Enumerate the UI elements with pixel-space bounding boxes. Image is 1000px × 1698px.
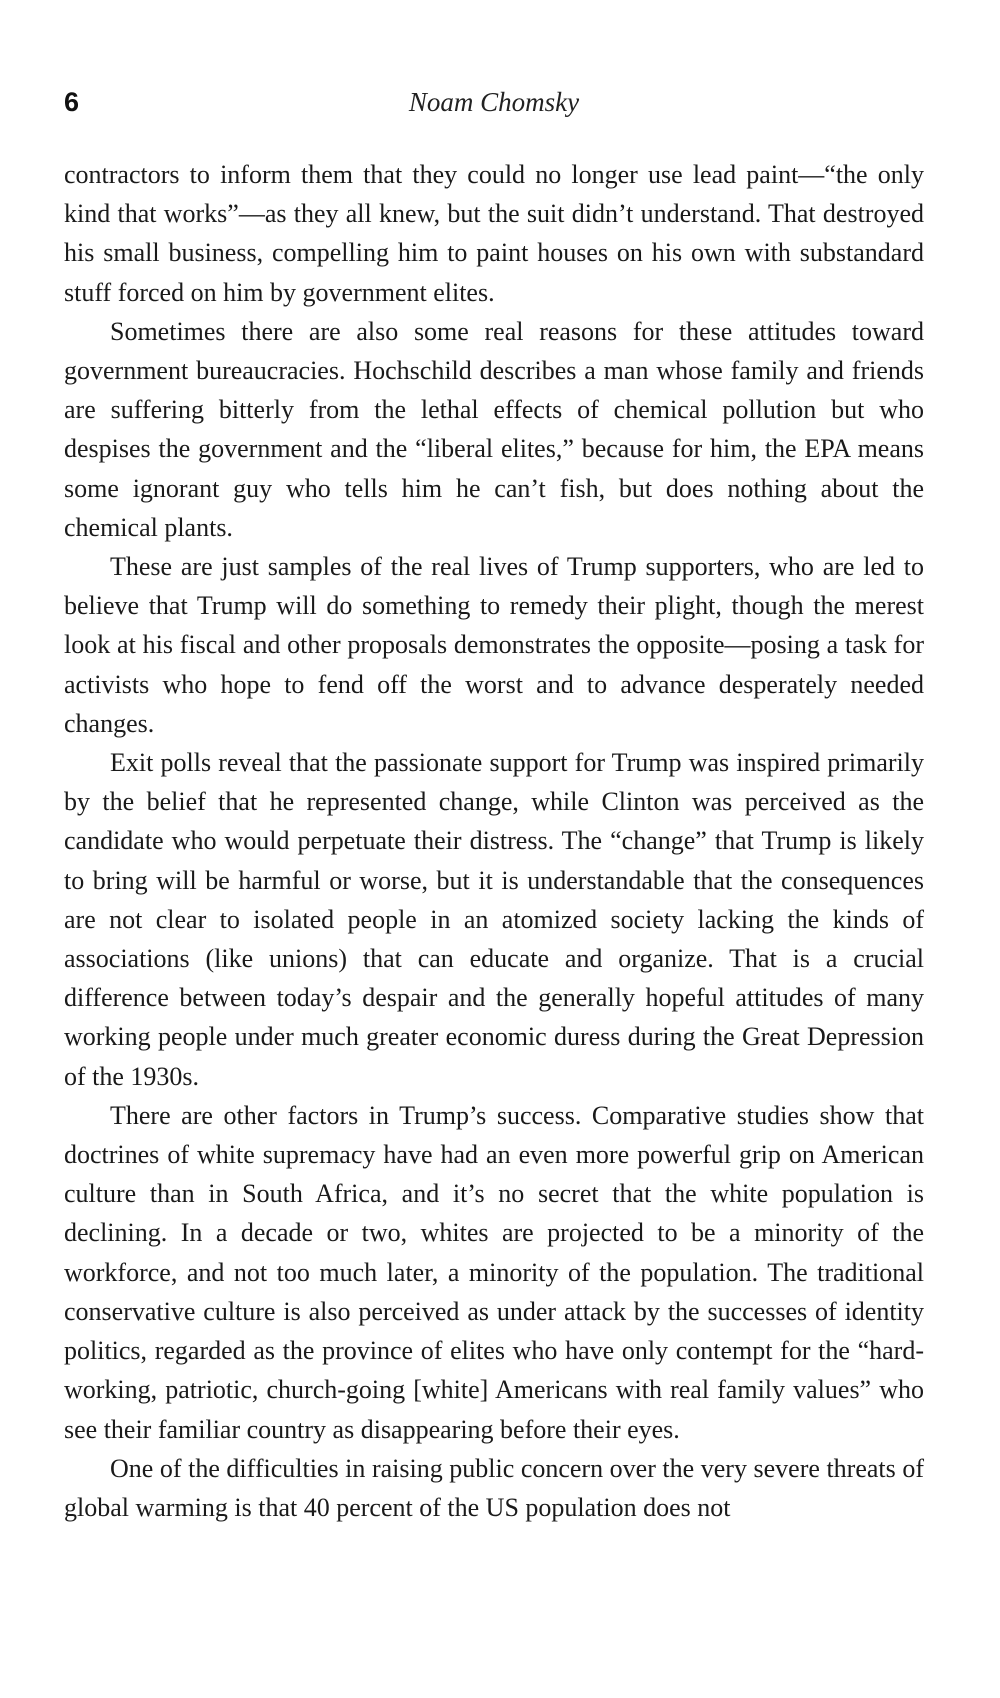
running-title: Noam Chomsky <box>408 87 580 117</box>
paragraph-continues: One of the difficulties in raising public concern over the very severe threats of global warming is that 40 percent of the US population does not <box>64 1453 924 1522</box>
paragraph: There are other factors in Trump’s success. Comparative studies show that doctrines of white supremacy have had an even more powerful grip on American culture than in South Africa, and it’s no secret that the white population is declining. In a decade or two, whites are projected to be a minority of the workforce, and not too much later, a minority of the population. The traditional conservative culture is also perceived as under attack by the successes of identity politics, regarded as the province of elites who have only contempt for the “hard-working, patriotic, church-going [white] Americans with real family values” who see their familiar country as disappearing before their eyes. <box>64 1100 924 1444</box>
paragraph: Sometimes there are also some real reasons for these attitudes toward government bureaucracies. Hochschild describes a man whose family and friends are suffering bitterly from the lethal effects of chemical pollution but who despises the government and the “liberal elites,” because for him, the EPA means some ignorant guy who tells him he can’t fish, but does nothing about the chemical plants. <box>64 316 924 542</box>
paragraph: Exit polls reveal that the passionate support for Trump was inspired primarily by the belief that he represented change, while Clinton was perceived as the candidate who would perpetuate their distress. The “change” that Trump is likely to bring will be harmful or worse, but it is understandable that the consequences are not clear to isolated people in an atomized society lacking the kinds of associations (like unions) that can educate and organize. That is a crucial difference between today’s despair and the generally hopeful attitudes of many working people under much greater economic duress during the Great Depression of the 1930s. <box>64 748 924 1091</box>
running-head <box>64 84 924 124</box>
page-number: 6 <box>64 87 80 117</box>
body-text <box>64 155 924 1527</box>
paragraph-continued: contractors to inform them that they could no longer use lead paint—“the only kind that works”—as they all knew, but the suit didn’t understand. That destroyed his small business, compelling him to paint houses on his own with substandard stuff forced on him by government elites. <box>64 160 924 307</box>
paragraph: These are just samples of the real lives of Trump supporters, who are led to believe that Trump will do something to remedy their plight, though the merest look at his fiscal and other proposals demonstrates the opposite—posing a task for activists who hope to fend off the worst and to advance desperately needed changes. <box>64 552 924 738</box>
